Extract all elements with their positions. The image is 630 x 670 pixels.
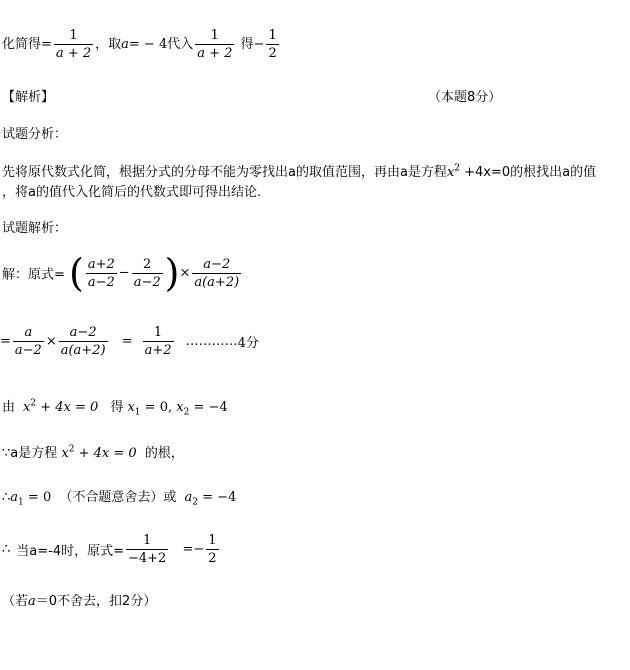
variable-x: x [446,165,455,180]
analysis-paragraph-line1 [2,161,596,180]
denominator: a+2 [144,343,172,358]
exponent: 2 [454,163,461,174]
denominator: a−2 [87,274,115,290]
denominator: a + 2 [55,46,92,61]
text: （不合题意舍去）或 [59,490,177,505]
numerator: a [24,325,33,340]
value: = −4 [189,400,228,415]
solution-step-5 [2,486,236,508]
fraction [266,28,278,61]
equation: + 4x = 0 [74,446,137,461]
exponent: 2 [30,398,37,409]
fraction [13,325,44,358]
numerator: 1 [69,28,78,43]
equals: = [41,37,52,52]
analysis-heading: 试题分析： [2,127,68,142]
fraction [132,257,163,290]
denominator: a + 2 [197,46,233,61]
fraction [192,257,241,290]
numerator: 1 [268,28,277,43]
text: ＝0不舍去，扣2分） [35,594,157,609]
equation: + 4x = 0 [36,400,99,415]
variable-a: a [121,37,129,52]
subscript: 1 [18,497,24,508]
text: 得 [110,400,124,415]
solution-heading: 试题解析： [2,221,68,236]
analysis-label: 【解析】 [2,90,55,105]
times-sign: × [45,334,57,349]
fraction [143,325,174,358]
text: 的根， [144,446,184,461]
fraction [206,533,218,566]
denominator: 2 [208,551,217,566]
left-paren: ( [69,251,84,295]
variable-a: a [28,594,36,609]
analysis-paragraph-line2: ，将a的值代入化简后的代数式即可得出结论. [2,185,262,200]
denominator: a−2 [14,343,42,358]
variable-x2: x [176,400,184,415]
numerator: 1 [210,28,219,43]
text: 先将原代数式化简，根据分式的分母不能为零找出a的取值范围，再由a是方程 [2,165,447,180]
therefore-sign: ∴ [2,542,11,557]
denominator: a(a+2) [60,343,106,358]
equals-minus: =− [182,542,205,557]
text: 化简得 [2,37,42,52]
subscript: 1 [134,407,141,418]
equals: = [0,334,11,349]
numerator: 2 [143,256,152,272]
subscript: 2 [183,407,190,418]
denominator: −4+2 [128,551,167,566]
numerator: 1 [153,325,163,340]
minus-sign: − [118,265,130,281]
denominator: a(a+2) [194,274,240,290]
numerator: 1 [143,533,152,548]
score-label: （本题8分） [428,90,502,105]
deduction-note [2,590,156,609]
text: 解：原式= [2,267,65,283]
variable-x: x [23,400,31,415]
solution-step-1 [2,251,243,295]
fraction [59,325,108,358]
text: +4x=0的根找出a的值 [460,165,597,180]
line-simplified-result [2,28,281,61]
variable-a1: a [10,490,19,505]
numerator: a−2 [203,256,231,272]
value: = 0, [140,400,177,415]
text: ∵a是方程 [2,446,58,461]
text: （若 [2,594,29,609]
text: 得 [240,37,254,52]
exponent: 2 [68,444,75,455]
times-sign: × [179,265,191,281]
variable-x: x [61,446,69,461]
text: = − 4代入 [128,37,194,52]
dots: ………… [185,334,238,349]
denominator: a−2 [133,274,161,290]
score-text: 4分 [237,336,259,351]
subscript: 2 [192,497,199,508]
fraction [195,28,234,61]
text: ，取 [95,37,122,52]
solution-step-3 [2,396,228,418]
numerator: a−2 [69,325,97,340]
variable-a2: a [184,490,193,505]
numerator: 1 [208,533,217,548]
denominator: 2 [268,46,277,61]
fraction [86,257,117,290]
solution-step-4 [2,442,184,461]
numerator: a+2 [87,256,115,272]
text: 当a=-4时，原式= [16,544,124,559]
value: = 0 [23,490,52,505]
variable-x1: x [127,400,135,415]
solution-step-2 [0,325,259,358]
fraction [54,28,93,61]
text: 由 [2,400,16,415]
solution-step-6 [2,533,221,566]
therefore-sign: ∴ [2,490,11,505]
fraction [126,533,168,566]
minus-sign: − [253,37,265,52]
equals: = [121,334,133,349]
right-paren: ) [164,251,180,295]
value: = −4 [198,490,237,505]
